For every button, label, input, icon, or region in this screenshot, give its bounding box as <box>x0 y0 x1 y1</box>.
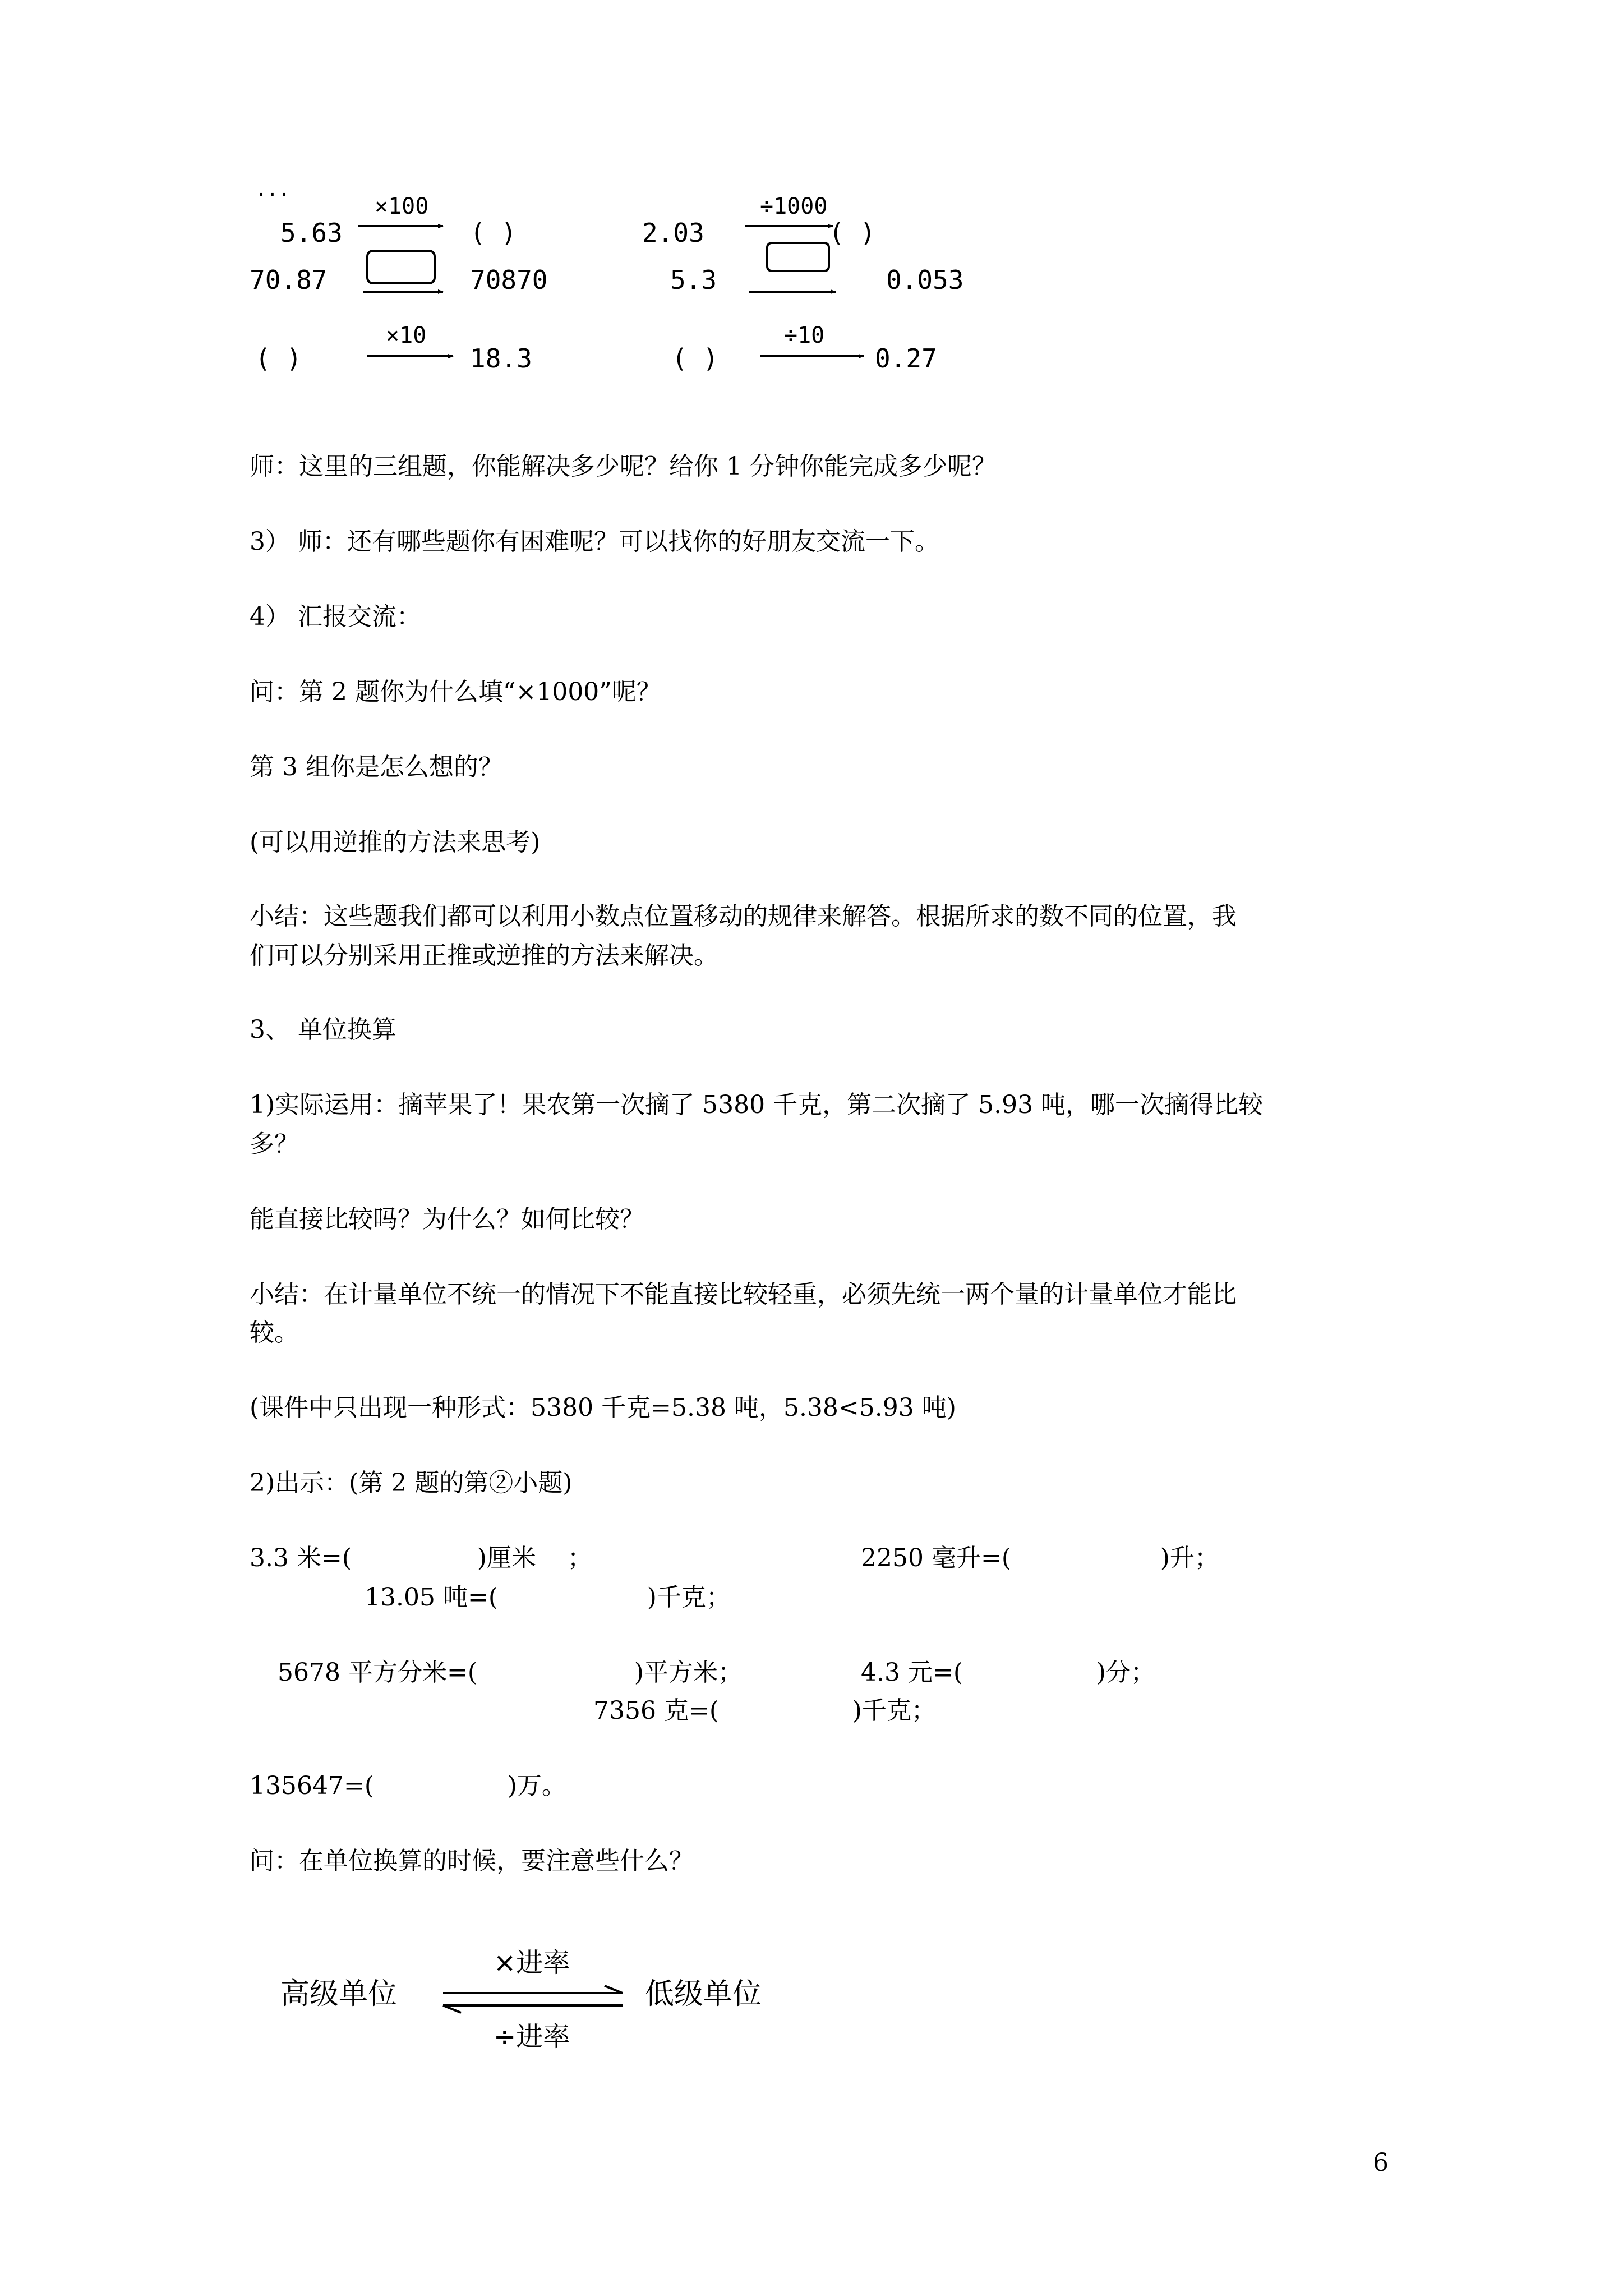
page-number: 6 <box>1373 2148 1389 2177</box>
paragraph: 第 3 组你是怎么想的？ <box>250 753 503 781</box>
paragraph: 问：在单位换算的时候，要注意些什么？ <box>250 1847 694 1875</box>
paragraph: 师：这里的三组题，你能解决多少呢？给你 1 分钟你能完成多少呢？ <box>250 452 997 481</box>
paragraph: 们可以分别采用正推或逆推的方法来解决。 <box>250 941 718 970</box>
fig-r1-right-op: ÷1000 <box>760 194 828 219</box>
exercise: 5678 平方分米=( )平方米； <box>278 1658 743 1687</box>
paragraph: 小结：这些题我们都可以利用小数点位置移动的规律来解答。根据所求的数不同的位置，我 <box>250 902 1237 931</box>
fig-r3-right-b: 0.27 <box>875 343 937 374</box>
paragraph: 多？ <box>250 1130 299 1158</box>
diagram-top-label: ×进率 <box>494 1947 570 1978</box>
exercise: 3.3 米=( )厘米 ； <box>250 1544 592 1572</box>
paragraph: 3） 师：还有哪些题你有困难呢？可以找你的好朋友交流一下。 <box>250 527 939 556</box>
paragraph: 2)出示：(第 2 题的第②小题) <box>250 1469 573 1497</box>
figure-fragment: ... <box>255 178 290 201</box>
paragraph: 问：第 2 题你为什么填“×1000”呢？ <box>250 678 661 706</box>
paragraph: (课件中只出现一种形式：5380 千克=5.38 吨，5.38<5.93 吨) <box>250 1393 956 1422</box>
paragraph: 较。 <box>250 1318 299 1347</box>
fig-r3-right-a: ( ) <box>672 343 719 374</box>
paragraph: 能直接比较吗？为什么？如何比较？ <box>250 1205 644 1234</box>
exercise: 7356 克=( )千克； <box>593 1696 936 1725</box>
fig-r3-right-op: ÷10 <box>784 323 825 348</box>
paragraph: (可以用逆推的方法来思考) <box>250 828 541 857</box>
fig-r3-left-b: 18.3 <box>470 343 532 374</box>
diagram-left-label: 高级单位 <box>280 1977 398 2011</box>
fig-r1-left-b: ( ) <box>470 218 517 248</box>
section-heading: 3、 单位换算 <box>250 1015 396 1044</box>
diagram-bottom-label: ÷进率 <box>494 2021 570 2053</box>
fig-r1-right-a: 2.03 <box>642 218 704 248</box>
paragraph: 1)实际运用：摘苹果了！果农第一次摘了 5380 千克，第二次摘了 5.93 吨，哪一次摘得比较 <box>250 1091 1264 1119</box>
fig-r3-left-a: ( ) <box>255 343 302 374</box>
paragraph: 4） 汇报交流： <box>250 602 421 631</box>
fig-r3-left-op: ×10 <box>386 323 427 348</box>
diagram-right-label: 低级单位 <box>645 1977 762 2011</box>
fig-r1-left-op: ×100 <box>375 194 429 219</box>
fig-r2-left-b: 70870 <box>470 265 548 295</box>
exercise: 135647=( )万。 <box>250 1772 566 1800</box>
paragraph: 小结：在计量单位不统一的情况下不能直接比较轻重，必须先统一两个量的计量单位才能比 <box>250 1280 1237 1309</box>
exercise: 13.05 吨=( )千克； <box>365 1583 731 1612</box>
exercise: 2250 毫升=( )升； <box>861 1544 1219 1572</box>
fig-r1-left-a: 5.63 <box>280 218 343 248</box>
fig-r2-left-a: 70.87 <box>250 265 328 295</box>
fig-r2-right-a: 5.3 <box>670 265 717 295</box>
fig-r1-right-b: ( ) <box>829 218 876 248</box>
fig-r2-right-b: 0.053 <box>886 265 964 295</box>
exercise: 4.3 元=( )分； <box>861 1658 1155 1687</box>
